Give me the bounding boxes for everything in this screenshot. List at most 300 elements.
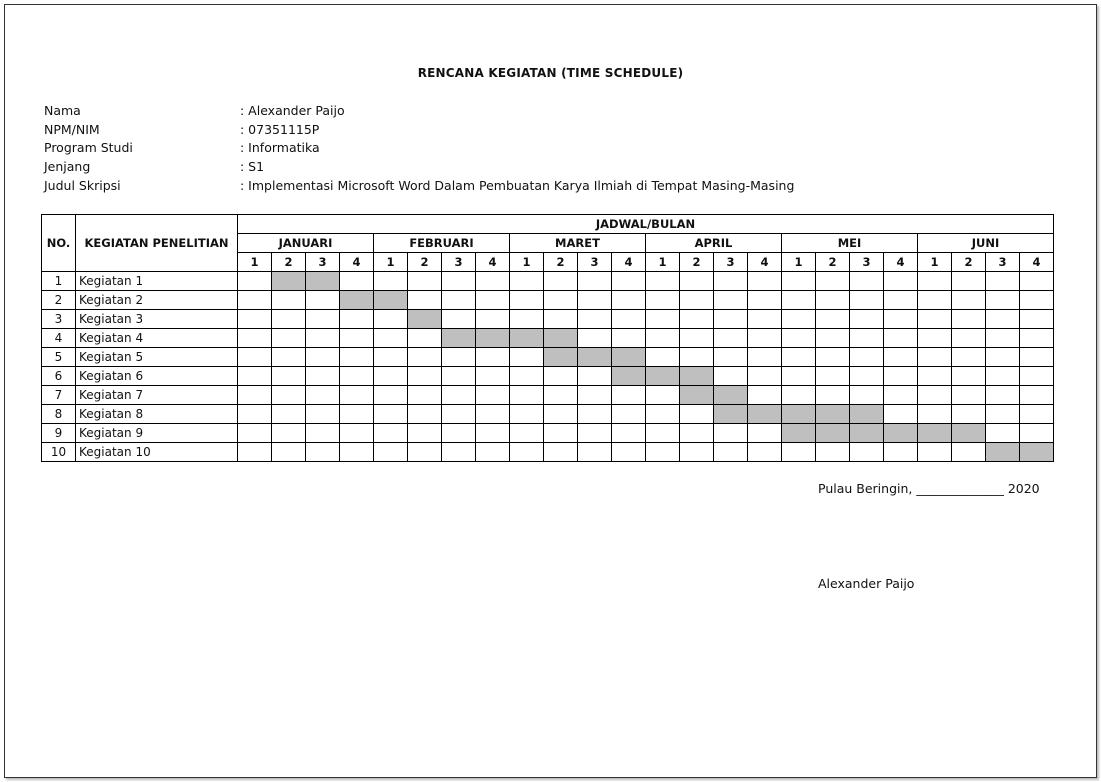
schedule-cell [680,310,714,329]
info-label-nama: Nama [44,103,81,118]
row-number: 7 [42,386,76,405]
schedule-cell [748,367,782,386]
schedule-cell [374,443,408,462]
schedule-cell [1020,310,1054,329]
schedule-cell [272,424,306,443]
info-label-program-studi: Program Studi [44,140,133,155]
schedule-cell [340,424,374,443]
table-row [42,405,1054,424]
week-header: 4 [1020,253,1054,272]
week-header: 1 [918,253,952,272]
schedule-cell [374,310,408,329]
week-header: 4 [476,253,510,272]
table-row [42,443,1054,462]
schedule-cell [272,443,306,462]
schedule-cell [884,386,918,405]
table-row [42,310,1054,329]
month-header: APRIL [646,234,782,253]
schedule-cell [748,329,782,348]
schedule-cell [816,329,850,348]
schedule-cell [680,443,714,462]
week-header: 2 [952,253,986,272]
schedule-cell [816,272,850,291]
schedule-cell [408,272,442,291]
schedule-cell [238,291,272,310]
signer-name: Alexander Paijo [818,576,915,591]
schedule-cell [918,348,952,367]
schedule-cell [816,386,850,405]
week-header: 2 [816,253,850,272]
schedule-cell [544,310,578,329]
schedule-cell [272,348,306,367]
schedule-cell-filled [510,329,544,348]
schedule-cell [544,386,578,405]
schedule-cell [612,386,646,405]
schedule-cell [340,272,374,291]
schedule-cell-filled [306,272,340,291]
table-row [42,348,1054,367]
schedule-cell [884,329,918,348]
row-number: 6 [42,367,76,386]
schedule-cell [408,367,442,386]
activity-name: Kegiatan 9 [76,424,238,443]
schedule-cell-filled [476,329,510,348]
schedule-cell [578,310,612,329]
week-header: 2 [272,253,306,272]
week-header: 4 [612,253,646,272]
schedule-cell [748,291,782,310]
schedule-cell [544,443,578,462]
row-number: 10 [42,443,76,462]
schedule-cell [816,310,850,329]
schedule-cell [748,272,782,291]
week-header: 1 [374,253,408,272]
header-schedule: JADWAL/BULAN [238,215,1054,234]
schedule-cell [238,386,272,405]
week-header: 4 [884,253,918,272]
schedule-cell [544,272,578,291]
week-header: 1 [510,253,544,272]
schedule-cell-filled [1020,443,1054,462]
schedule-cell [680,272,714,291]
schedule-cell [884,348,918,367]
schedule-cell [306,443,340,462]
schedule-cell [612,424,646,443]
schedule-cell [510,405,544,424]
activity-name: Kegiatan 2 [76,291,238,310]
schedule-cell-filled [612,348,646,367]
schedule-cell-filled [782,424,816,443]
schedule-cell [952,310,986,329]
schedule-cell [646,310,680,329]
schedule-cell [578,272,612,291]
schedule-cell [1020,329,1054,348]
row-number: 8 [42,405,76,424]
schedule-cell [272,367,306,386]
schedule-cell [476,367,510,386]
schedule-cell [238,329,272,348]
schedule-cell-filled [374,291,408,310]
schedule-cell-filled [714,405,748,424]
schedule-cell [408,348,442,367]
month-header: MEI [782,234,918,253]
schedule-cell [850,329,884,348]
info-label-jenjang: Jenjang [44,159,91,174]
schedule-cell [408,405,442,424]
schedule-cell [238,367,272,386]
schedule-cell [272,291,306,310]
schedule-cell [238,310,272,329]
schedule-cell [646,424,680,443]
schedule-cell-filled [748,405,782,424]
schedule-cell [680,291,714,310]
schedule-cell [340,367,374,386]
schedule-cell [306,424,340,443]
schedule-cell [578,443,612,462]
schedule-cell [442,291,476,310]
schedule-cell-filled [816,405,850,424]
schedule-cell [952,405,986,424]
schedule-cell-filled [918,424,952,443]
schedule-cell [816,291,850,310]
schedule-cell [714,443,748,462]
schedule-cell [714,272,748,291]
schedule-cell [918,443,952,462]
schedule-cell [816,443,850,462]
week-header: 3 [442,253,476,272]
schedule-cell [952,386,986,405]
schedule-cell [476,291,510,310]
schedule-cell [306,291,340,310]
schedule-cell [272,405,306,424]
row-number: 4 [42,329,76,348]
schedule-cell [986,386,1020,405]
table-row [42,386,1054,405]
schedule-cell [238,272,272,291]
schedule-cell [986,424,1020,443]
row-number: 5 [42,348,76,367]
schedule-cell [476,424,510,443]
schedule-cell [1020,367,1054,386]
schedule-cell [714,310,748,329]
schedule-cell-filled [544,348,578,367]
schedule-cell [510,291,544,310]
schedule-cell-filled [612,367,646,386]
week-header: 3 [578,253,612,272]
activity-name: Kegiatan 7 [76,386,238,405]
schedule-cell [714,329,748,348]
schedule-cell [918,329,952,348]
header-activity: KEGIATAN PENELITIAN [76,215,238,272]
schedule-cell [578,405,612,424]
schedule-cell [714,424,748,443]
schedule-cell [544,291,578,310]
schedule-cell [578,329,612,348]
info-value-program-studi: : Informatika [240,140,320,155]
schedule-cell [646,386,680,405]
table-row [42,329,1054,348]
schedule-cell [238,405,272,424]
info-label-judul-skripsi: Judul Skripsi [44,178,121,193]
schedule-cell-filled [782,405,816,424]
schedule-cell [510,348,544,367]
schedule-cell [306,405,340,424]
schedule-body [42,272,1054,462]
activity-name: Kegiatan 6 [76,367,238,386]
schedule-cell [340,386,374,405]
schedule-cell [918,310,952,329]
schedule-cell [374,329,408,348]
schedule-cell [374,405,408,424]
place-date: Pulau Beringin, ______________ 2020 [818,481,1040,496]
schedule-cell [816,367,850,386]
schedule-cell [442,272,476,291]
schedule-cell [646,443,680,462]
schedule-cell [306,310,340,329]
schedule-cell [714,348,748,367]
schedule-cell [408,291,442,310]
activity-name: Kegiatan 1 [76,272,238,291]
week-header: 2 [680,253,714,272]
schedule-cell-filled [680,367,714,386]
schedule-cell [612,272,646,291]
schedule-cell [1020,291,1054,310]
schedule-cell [306,386,340,405]
schedule-cell [408,329,442,348]
schedule-cell [952,272,986,291]
time-schedule-table [41,214,1054,462]
schedule-cell [340,310,374,329]
document-title: RENCANA KEGIATAN (TIME SCHEDULE) [417,66,684,80]
schedule-cell [612,405,646,424]
schedule-cell [782,386,816,405]
schedule-cell [408,443,442,462]
schedule-cell [782,348,816,367]
schedule-cell [952,367,986,386]
schedule-cell [340,443,374,462]
schedule-cell-filled [272,272,306,291]
month-header: FEBRUARI [374,234,510,253]
schedule-cell [1020,348,1054,367]
schedule-cell-filled [408,310,442,329]
schedule-cell [748,310,782,329]
schedule-cell-filled [850,405,884,424]
schedule-cell-filled [442,329,476,348]
schedule-cell [476,386,510,405]
schedule-cell [374,386,408,405]
schedule-cell [884,291,918,310]
activity-name: Kegiatan 3 [76,310,238,329]
schedule-cell [952,443,986,462]
schedule-cell [374,272,408,291]
schedule-cell [340,405,374,424]
schedule-cell [442,405,476,424]
table-row [42,367,1054,386]
schedule-cell [442,367,476,386]
schedule-cell [442,443,476,462]
schedule-cell [374,424,408,443]
schedule-cell-filled [714,386,748,405]
schedule-cell [442,310,476,329]
schedule-cell [612,443,646,462]
schedule-cell-filled [646,367,680,386]
row-number: 9 [42,424,76,443]
schedule-cell [1020,424,1054,443]
schedule-cell [850,443,884,462]
schedule-cell [1020,386,1054,405]
table-row [42,272,1054,291]
week-header: 3 [986,253,1020,272]
schedule-cell [476,272,510,291]
schedule-cell [782,367,816,386]
schedule-cell [544,367,578,386]
schedule-cell [986,310,1020,329]
week-header: 1 [782,253,816,272]
schedule-cell [748,443,782,462]
info-value-npm: : 07351115P [240,122,320,137]
info-label-npm: NPM/NIM [44,122,100,137]
schedule-cell [850,291,884,310]
table-row [42,424,1054,443]
schedule-cell [272,386,306,405]
schedule-cell [850,272,884,291]
activity-name: Kegiatan 8 [76,405,238,424]
schedule-cell [612,329,646,348]
schedule-cell [1020,405,1054,424]
schedule-cell [986,291,1020,310]
schedule-cell [612,310,646,329]
schedule-cell [476,443,510,462]
schedule-cell [612,291,646,310]
schedule-cell [986,329,1020,348]
schedule-cell [782,291,816,310]
schedule-cell [884,367,918,386]
schedule-cell-filled [578,348,612,367]
schedule-cell [986,272,1020,291]
schedule-cell [306,367,340,386]
week-header: 2 [408,253,442,272]
schedule-cell [544,424,578,443]
schedule-cell [748,424,782,443]
schedule-cell [510,386,544,405]
schedule-cell [918,386,952,405]
week-header: 4 [340,253,374,272]
schedule-cell [952,329,986,348]
schedule-cell [408,386,442,405]
schedule-cell-filled [340,291,374,310]
schedule-cell [918,405,952,424]
header-row-top [42,215,1054,234]
schedule-cell [748,386,782,405]
schedule-cell [306,348,340,367]
schedule-cell [986,367,1020,386]
week-header: 1 [646,253,680,272]
schedule-cell [680,405,714,424]
schedule-cell [510,367,544,386]
schedule-cell [850,310,884,329]
month-header: JANUARI [238,234,374,253]
schedule-cell-filled [952,424,986,443]
schedule-cell-filled [884,424,918,443]
schedule-cell [578,291,612,310]
schedule-cell [510,310,544,329]
schedule-cell [510,443,544,462]
schedule-cell [782,329,816,348]
schedule-cell [952,291,986,310]
week-header: 2 [544,253,578,272]
schedule-cell [442,348,476,367]
schedule-cell [918,291,952,310]
schedule-cell [578,424,612,443]
schedule-cell [578,367,612,386]
schedule-cell-filled [986,443,1020,462]
info-value-judul-skripsi: : Implementasi Microsoft Word Dalam Pembuatan Karya Ilmiah di Tempat Masing-Masing [240,178,795,193]
schedule-cell [850,367,884,386]
month-header: MARET [510,234,646,253]
schedule-cell [816,348,850,367]
schedule-cell [646,348,680,367]
schedule-cell [476,405,510,424]
schedule-cell-filled [680,386,714,405]
schedule-cell [646,291,680,310]
schedule-cell [952,348,986,367]
schedule-cell [850,386,884,405]
schedule-cell [680,424,714,443]
schedule-cell [680,329,714,348]
schedule-cell [918,272,952,291]
schedule-cell [884,310,918,329]
schedule-cell [476,310,510,329]
schedule-cell [340,329,374,348]
schedule-cell [408,424,442,443]
schedule-cell [850,348,884,367]
schedule-cell [272,329,306,348]
schedule-cell [748,348,782,367]
schedule-cell [510,424,544,443]
schedule-cell [476,348,510,367]
row-number: 2 [42,291,76,310]
schedule-cell [986,405,1020,424]
schedule-cell [646,405,680,424]
info-value-nama: : Alexander Paijo [240,103,345,118]
schedule-cell [884,405,918,424]
schedule-cell [340,348,374,367]
week-header: 4 [748,253,782,272]
schedule-cell [646,329,680,348]
week-header: 3 [306,253,340,272]
schedule-cell [306,329,340,348]
week-header: 3 [714,253,748,272]
schedule-cell [238,443,272,462]
table-row [42,291,1054,310]
schedule-cell [238,348,272,367]
info-value-jenjang: : S1 [240,159,265,174]
row-number: 1 [42,272,76,291]
schedule-cell [884,443,918,462]
month-header: JUNI [918,234,1054,253]
activity-name: Kegiatan 10 [76,443,238,462]
header-no: NO. [42,215,76,272]
activity-name: Kegiatan 4 [76,329,238,348]
schedule-cell [238,424,272,443]
schedule-cell [646,272,680,291]
schedule-cell [510,272,544,291]
week-header: 3 [850,253,884,272]
schedule-cell-filled [816,424,850,443]
schedule-cell [782,310,816,329]
schedule-cell-filled [850,424,884,443]
week-header: 1 [238,253,272,272]
